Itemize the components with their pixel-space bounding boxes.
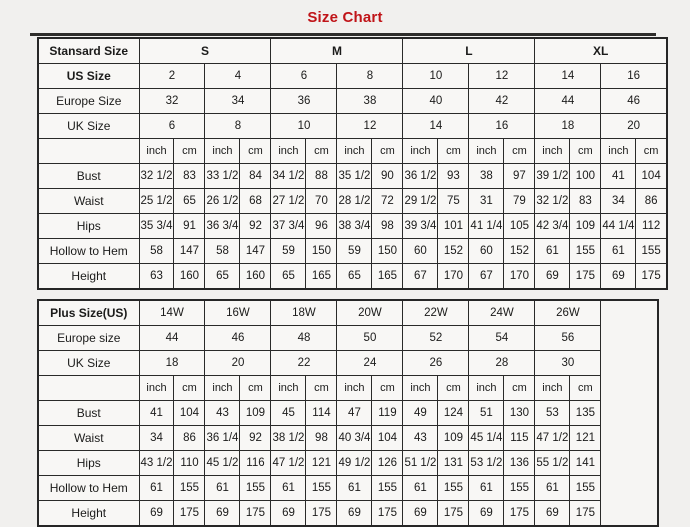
size-header-cell: 14W <box>139 300 205 326</box>
value-cell: 68 <box>240 189 271 214</box>
value-cell: 175 <box>372 501 403 527</box>
value-cell: 152 <box>504 239 535 264</box>
value-cell: 86 <box>636 189 667 214</box>
unit-cell: cm <box>240 376 271 401</box>
unit-cell: inch <box>535 139 570 164</box>
value-cell: 72 <box>372 189 403 214</box>
size-header-cell: 24W <box>469 300 535 326</box>
value-cell: 20 <box>205 351 271 376</box>
value-cell: 47 1/2 <box>535 426 570 451</box>
unit-cell: cm <box>438 376 469 401</box>
value-cell: 53 1/2 <box>469 451 504 476</box>
value-cell: 33 1/2 <box>205 164 240 189</box>
row-label: Height <box>38 264 139 290</box>
value-cell: 58 <box>139 239 174 264</box>
unit-cell: inch <box>271 139 306 164</box>
value-cell: 83 <box>174 164 205 189</box>
row-label: Waist <box>38 426 139 451</box>
value-cell: 34 <box>139 426 174 451</box>
value-cell: 51 <box>469 401 504 426</box>
value-cell: 43 <box>403 426 438 451</box>
value-cell: 45 <box>271 401 306 426</box>
unit-cell: cm <box>240 139 271 164</box>
row-label: Bust <box>38 401 139 426</box>
value-cell: 75 <box>438 189 469 214</box>
value-cell: 150 <box>372 239 403 264</box>
value-cell: 32 1/2 <box>139 164 174 189</box>
row-label: Bust <box>38 164 139 189</box>
value-cell: 155 <box>372 476 403 501</box>
value-cell: 150 <box>306 239 337 264</box>
table-row <box>38 239 667 264</box>
value-cell: 47 <box>337 401 372 426</box>
unit-cell: inch <box>205 139 240 164</box>
value-cell: 98 <box>306 426 337 451</box>
value-cell: 61 <box>469 476 504 501</box>
value-cell: 109 <box>438 426 469 451</box>
value-cell: 10 <box>271 114 337 139</box>
value-cell: 170 <box>504 264 535 290</box>
row-label: Europe Size <box>38 89 139 114</box>
value-cell: 119 <box>372 401 403 426</box>
value-cell: 60 <box>403 239 438 264</box>
value-cell: 155 <box>570 476 601 501</box>
value-cell: 43 <box>205 401 240 426</box>
value-cell: 63 <box>139 264 174 290</box>
value-cell: 130 <box>504 401 535 426</box>
value-cell: 114 <box>306 401 337 426</box>
value-cell: 18 <box>535 114 601 139</box>
unit-cell: inch <box>337 376 372 401</box>
value-cell: 104 <box>636 164 667 189</box>
value-cell: 61 <box>535 239 570 264</box>
unit-cell: cm <box>372 376 403 401</box>
row-label: UK Size <box>38 114 139 139</box>
table-row <box>38 264 667 290</box>
row-label: Hips <box>38 214 139 239</box>
unit-cell: inch <box>403 376 438 401</box>
value-cell: 41 1/4 <box>469 214 504 239</box>
value-cell: 45 1/2 <box>205 451 240 476</box>
value-cell: 65 <box>174 189 205 214</box>
value-cell: 41 <box>601 164 636 189</box>
row-label: UK Size <box>38 351 139 376</box>
value-cell: 79 <box>504 189 535 214</box>
size-header-cell: 20W <box>337 300 403 326</box>
value-cell: 56 <box>535 326 601 351</box>
value-cell: 39 3/4 <box>403 214 438 239</box>
value-cell: 65 <box>205 264 240 290</box>
value-cell: 92 <box>240 426 271 451</box>
size-header-cell: 22W <box>403 300 469 326</box>
value-cell: 60 <box>469 239 504 264</box>
table-row <box>38 326 658 351</box>
value-cell: 47 1/2 <box>271 451 306 476</box>
value-cell: 155 <box>570 239 601 264</box>
value-cell: 44 1/4 <box>601 214 636 239</box>
value-cell: 115 <box>504 426 535 451</box>
value-cell: 35 1/2 <box>337 164 372 189</box>
value-cell: 70 <box>306 189 337 214</box>
value-cell: 155 <box>636 239 667 264</box>
value-cell: 104 <box>372 426 403 451</box>
value-cell: 155 <box>306 476 337 501</box>
value-cell: 12 <box>469 64 535 89</box>
size-header-cell: S <box>139 38 271 64</box>
value-cell: 141 <box>570 451 601 476</box>
value-cell: 69 <box>139 501 174 527</box>
value-cell: 61 <box>403 476 438 501</box>
value-cell: 24 <box>337 351 403 376</box>
value-cell: 32 <box>139 89 205 114</box>
value-cell: 121 <box>306 451 337 476</box>
unit-cell: inch <box>337 139 372 164</box>
table-row <box>38 401 658 426</box>
value-cell: 34 1/2 <box>271 164 306 189</box>
plus-size-table <box>37 299 659 527</box>
row-label: Hollow to Hem <box>38 476 139 501</box>
value-cell: 38 <box>469 164 504 189</box>
value-cell: 16 <box>469 114 535 139</box>
value-cell: 2 <box>139 64 205 89</box>
size-header-cell: 18W <box>271 300 337 326</box>
value-cell: 55 1/2 <box>535 451 570 476</box>
value-cell: 46 <box>601 89 667 114</box>
unit-cell: cm <box>570 139 601 164</box>
value-cell: 49 1/2 <box>337 451 372 476</box>
value-cell: 38 1/2 <box>271 426 306 451</box>
unit-cell: cm <box>438 139 469 164</box>
row-label: Height <box>38 501 139 527</box>
value-cell: 38 3/4 <box>337 214 372 239</box>
row-label <box>38 139 139 164</box>
value-cell: 109 <box>570 214 601 239</box>
unit-cell: cm <box>504 376 535 401</box>
value-cell: 43 1/2 <box>139 451 174 476</box>
size-header-row <box>38 38 667 64</box>
value-cell: 165 <box>306 264 337 290</box>
value-cell: 28 <box>469 351 535 376</box>
unit-cell: cm <box>174 139 205 164</box>
value-cell: 46 <box>205 326 271 351</box>
value-cell: 36 <box>271 89 337 114</box>
table-row <box>38 164 667 189</box>
value-cell: 69 <box>469 501 504 527</box>
unit-cell: inch <box>403 139 438 164</box>
value-cell: 98 <box>372 214 403 239</box>
value-cell: 69 <box>403 501 438 527</box>
value-cell: 69 <box>205 501 240 527</box>
value-cell: 126 <box>372 451 403 476</box>
unit-cell: cm <box>174 376 205 401</box>
value-cell: 101 <box>438 214 469 239</box>
value-cell: 26 <box>403 351 469 376</box>
table-row <box>38 426 658 451</box>
unit-cell: cm <box>306 376 337 401</box>
value-cell: 155 <box>438 476 469 501</box>
value-cell: 14 <box>403 114 469 139</box>
value-cell: 67 <box>469 264 504 290</box>
unit-cell: cm <box>504 139 535 164</box>
empty-column <box>601 300 658 526</box>
value-cell: 97 <box>504 164 535 189</box>
value-cell: 175 <box>438 501 469 527</box>
size-header-cell: M <box>271 38 403 64</box>
value-cell: 8 <box>337 64 403 89</box>
row-label: Hollow to Hem <box>38 239 139 264</box>
value-cell: 61 <box>205 476 240 501</box>
value-cell: 65 <box>271 264 306 290</box>
value-cell: 52 <box>403 326 469 351</box>
value-cell: 121 <box>570 426 601 451</box>
table-row <box>38 351 658 376</box>
value-cell: 175 <box>636 264 667 290</box>
value-cell: 42 3/4 <box>535 214 570 239</box>
value-cell: 59 <box>337 239 372 264</box>
table-row <box>38 501 658 527</box>
value-cell: 67 <box>403 264 438 290</box>
row-label: Europe size <box>38 326 139 351</box>
value-cell: 69 <box>535 501 570 527</box>
table-row <box>38 139 667 164</box>
page-title: Size Chart <box>307 9 383 26</box>
value-cell: 160 <box>240 264 271 290</box>
size-header-cell: 26W <box>535 300 601 326</box>
value-cell: 69 <box>271 501 306 527</box>
value-cell: 35 3/4 <box>139 214 174 239</box>
value-cell: 58 <box>205 239 240 264</box>
value-cell: 25 1/2 <box>139 189 174 214</box>
value-cell: 61 <box>601 239 636 264</box>
value-cell: 40 3/4 <box>337 426 372 451</box>
value-cell: 48 <box>271 326 337 351</box>
value-cell: 37 3/4 <box>271 214 306 239</box>
row-label: US Size <box>38 64 139 89</box>
value-cell: 165 <box>372 264 403 290</box>
value-cell: 40 <box>403 89 469 114</box>
value-cell: 175 <box>306 501 337 527</box>
value-cell: 26 1/2 <box>205 189 240 214</box>
unit-cell: inch <box>469 139 504 164</box>
row-label <box>38 376 139 401</box>
table-row <box>38 214 667 239</box>
value-cell: 175 <box>174 501 205 527</box>
value-cell: 155 <box>174 476 205 501</box>
value-cell: 65 <box>337 264 372 290</box>
value-cell: 175 <box>240 501 271 527</box>
value-cell: 104 <box>174 401 205 426</box>
value-cell: 69 <box>601 264 636 290</box>
size-header-cell: XL <box>535 38 667 64</box>
table-row <box>38 189 667 214</box>
value-cell: 61 <box>535 476 570 501</box>
unit-cell: cm <box>372 139 403 164</box>
value-cell: 86 <box>174 426 205 451</box>
value-cell: 42 <box>469 89 535 114</box>
value-cell: 124 <box>438 401 469 426</box>
unit-cell: inch <box>271 376 306 401</box>
value-cell: 30 <box>535 351 601 376</box>
table-row <box>38 89 667 114</box>
unit-cell: inch <box>535 376 570 401</box>
value-cell: 38 <box>337 89 403 114</box>
size-header-cell: L <box>403 38 535 64</box>
value-cell: 29 1/2 <box>403 189 438 214</box>
unit-cell: cm <box>636 139 667 164</box>
value-cell: 6 <box>139 114 205 139</box>
value-cell: 34 <box>205 89 271 114</box>
value-cell: 112 <box>636 214 667 239</box>
value-cell: 50 <box>337 326 403 351</box>
value-cell: 110 <box>174 451 205 476</box>
value-cell: 6 <box>271 64 337 89</box>
value-cell: 36 3/4 <box>205 214 240 239</box>
value-cell: 155 <box>504 476 535 501</box>
value-cell: 36 1/2 <box>403 164 438 189</box>
table-row <box>38 376 658 401</box>
value-cell: 44 <box>139 326 205 351</box>
value-cell: 34 <box>601 189 636 214</box>
value-cell: 93 <box>438 164 469 189</box>
value-cell: 105 <box>504 214 535 239</box>
value-cell: 18 <box>139 351 205 376</box>
value-cell: 84 <box>240 164 271 189</box>
value-cell: 152 <box>438 239 469 264</box>
value-cell: 53 <box>535 401 570 426</box>
value-cell: 12 <box>337 114 403 139</box>
row-label: Hips <box>38 451 139 476</box>
value-cell: 109 <box>240 401 271 426</box>
value-cell: 61 <box>337 476 372 501</box>
size-header-cell: 16W <box>205 300 271 326</box>
value-cell: 61 <box>139 476 174 501</box>
value-cell: 135 <box>570 401 601 426</box>
value-cell: 175 <box>570 264 601 290</box>
value-cell: 147 <box>240 239 271 264</box>
table-row <box>38 476 658 501</box>
value-cell: 155 <box>240 476 271 501</box>
value-cell: 54 <box>469 326 535 351</box>
standard-size-table <box>37 37 668 290</box>
value-cell: 44 <box>535 89 601 114</box>
value-cell: 36 1/4 <box>205 426 240 451</box>
unit-cell: inch <box>139 376 174 401</box>
value-cell: 116 <box>240 451 271 476</box>
value-cell: 4 <box>205 64 271 89</box>
row-label: Waist <box>38 189 139 214</box>
value-cell: 31 <box>469 189 504 214</box>
value-cell: 39 1/2 <box>535 164 570 189</box>
value-cell: 147 <box>174 239 205 264</box>
unit-cell: inch <box>601 139 636 164</box>
value-cell: 131 <box>438 451 469 476</box>
table-row <box>38 64 667 89</box>
value-cell: 51 1/2 <box>403 451 438 476</box>
value-cell: 100 <box>570 164 601 189</box>
value-cell: 59 <box>271 239 306 264</box>
value-cell: 8 <box>205 114 271 139</box>
unit-cell: inch <box>205 376 240 401</box>
unit-cell: inch <box>139 139 174 164</box>
unit-cell: inch <box>469 376 504 401</box>
value-cell: 28 1/2 <box>337 189 372 214</box>
value-cell: 16 <box>601 64 667 89</box>
value-cell: 22 <box>271 351 337 376</box>
value-cell: 32 1/2 <box>535 189 570 214</box>
value-cell: 136 <box>504 451 535 476</box>
size-header-row <box>38 300 658 326</box>
value-cell: 41 <box>139 401 174 426</box>
value-cell: 91 <box>174 214 205 239</box>
value-cell: 45 1/4 <box>469 426 504 451</box>
corner-label: Stansard Size <box>38 38 139 64</box>
table-row <box>38 114 667 139</box>
corner-label: Plus Size(US) <box>38 300 139 326</box>
value-cell: 175 <box>570 501 601 527</box>
value-cell: 10 <box>403 64 469 89</box>
value-cell: 69 <box>337 501 372 527</box>
value-cell: 160 <box>174 264 205 290</box>
value-cell: 92 <box>240 214 271 239</box>
value-cell: 69 <box>535 264 570 290</box>
value-cell: 170 <box>438 264 469 290</box>
value-cell: 175 <box>504 501 535 527</box>
value-cell: 83 <box>570 189 601 214</box>
value-cell: 49 <box>403 401 438 426</box>
value-cell: 20 <box>601 114 667 139</box>
value-cell: 27 1/2 <box>271 189 306 214</box>
value-cell: 88 <box>306 164 337 189</box>
value-cell: 61 <box>271 476 306 501</box>
value-cell: 90 <box>372 164 403 189</box>
value-cell: 96 <box>306 214 337 239</box>
top-border-line <box>30 33 656 36</box>
table-row <box>38 451 658 476</box>
unit-cell: cm <box>306 139 337 164</box>
value-cell: 14 <box>535 64 601 89</box>
unit-cell: cm <box>570 376 601 401</box>
